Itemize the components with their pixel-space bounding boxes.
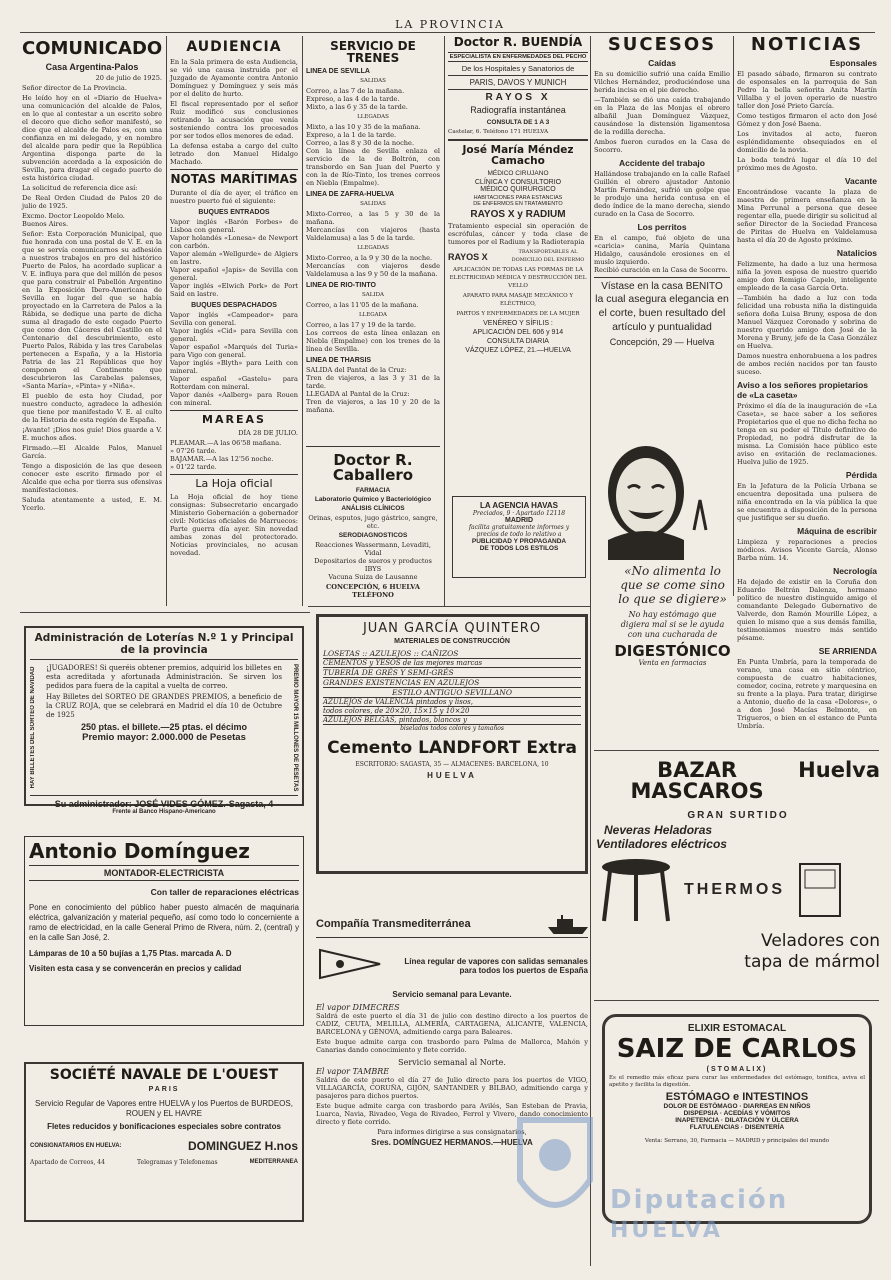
quintero-address: ESCRITORIO: SAGASTA, 35 — ALMACENES: BARCELONA, 10 bbox=[355, 761, 549, 768]
transmed-vapor: El vapor TAMBRE bbox=[316, 1067, 390, 1076]
noticias-paragraph: Como testigos firmaron el acto don José Gómez y don José Baena. bbox=[737, 112, 877, 128]
mendez-text: PARTOS Y ENFERMEDADES DE LA MUJER bbox=[456, 311, 580, 317]
dominguez-text: Pone en conocimiento del público haber puesto almacén de maquinaria eléctrica, galvanización y material pequeño, así como todo lo concerniente a ramo de electricidad, en la calle General Primo de Rivera, núm. 2, (central) y en la calle San José, 2. bbox=[29, 903, 299, 942]
loterias-admin: Su administrador: JOSÉ VIDES GÓMEZ.-Sagasta, 4 bbox=[30, 795, 298, 809]
caballero-analisis: ANÁLISIS CLÍNICOS bbox=[341, 505, 405, 512]
dominguez-ad bbox=[24, 836, 304, 1026]
digestonico-brand: DIGESTÓNICO bbox=[614, 642, 731, 660]
digestonico-venta: Venta en farmacias bbox=[638, 659, 707, 667]
noticias-subheading: Vacante bbox=[844, 176, 877, 186]
transmed-norte: Servicio semanal al Norte. bbox=[398, 1058, 506, 1067]
masthead: LA PROVINCIA bbox=[395, 18, 505, 31]
havas-ad bbox=[452, 496, 586, 578]
ouest-city: PARIS bbox=[148, 1086, 180, 1093]
transmed-title: Compañía Transmediterránea bbox=[316, 918, 471, 930]
buques-despachados-list: Vapor inglés «Campeador» para Sevilla con general. Vapor inglés «Cid» para Sevilla con general. Vapor español «Marqués del Turia» para Vigo con general. Vapor inglés «Blyth» para Leith con mineral. Vapor español «Gastelu» para Rotterdam con mineral. Vapor danés «Aalberg» para Rouen con mineral. bbox=[170, 311, 298, 407]
dominguez-sub: MONTADOR-ELECTRICISTA bbox=[29, 865, 299, 881]
dominguez-title: Antonio Domínguez bbox=[29, 839, 250, 863]
transmed-text: Saldrá de este puerto el día 27 de Julio directo para los puertos de VIGO, VILLAGARCÍA, CORUÑA, GIJÓN, SANTANDER y BILBAO, admitiendo carga y pasajeros para dichos puertos. bbox=[316, 1076, 588, 1100]
buendia-line: PARIS, DAVOS Y MUNICH bbox=[448, 75, 588, 90]
transmed-signature: Sres. DOMÍNGUEZ HERMANOS.—HUELVA bbox=[371, 1138, 533, 1147]
comunicado-paragraph: De Real Orden Ciudad de Palos 20 de julio de 1925. bbox=[22, 194, 162, 210]
comunicado-column bbox=[22, 40, 162, 606]
column-rule bbox=[302, 36, 303, 606]
ouest-fletes: Fletes reducidos y bonificaciones especiales sobre contratos bbox=[47, 1122, 281, 1131]
watermark-text: HUELVA bbox=[610, 1218, 723, 1243]
caballero-text: Reacciones Wassermann, Levaditi, Vidal Depositarios de sueros y productos IBYS Vacuna Suiza de Lausanne bbox=[314, 541, 432, 581]
llegadas-label: LLEGADA bbox=[358, 312, 388, 318]
mareas-times: PLEAMAR.—A las 06'58 mañana. » 07'26 tarde. BAJAMAR.—A las 12'56 noche. » 01'22 tarde. bbox=[170, 439, 282, 471]
quintero-line: GRANDES EXISTENCIAS EN AZULEJOS bbox=[323, 678, 581, 688]
mascaros-title: BAZAR MASCAROS bbox=[630, 758, 764, 803]
sucesos-paragraph: —También se dió una caída trabajando en la Plaza de las Monjas el obrero albañil Juan Domínguez Vázquez, causándose la distensión ligamentosa de la rodilla derecha. bbox=[594, 96, 730, 136]
salidas-label: SALIDAS bbox=[360, 78, 386, 84]
quintero-line: LOSETAS :: AZULEJOS :: CAÑIZOS bbox=[323, 649, 581, 659]
trenes-times: Correo, a las 17 y 19 de la tarde. Los correos de esta línea enlazan en Niebla (Empalme) con los trenes de la línea de Sevilla. bbox=[306, 321, 440, 353]
caballero-serodiagnosticos: SERODIAGNOSTICOS bbox=[338, 532, 408, 539]
crest-icon bbox=[510, 1110, 600, 1230]
trenes-column bbox=[306, 40, 440, 440]
top-rule bbox=[20, 32, 875, 33]
buendia-address: Castelar, 6. Teléfono 171 HUELVA bbox=[448, 128, 588, 141]
saiz-footer: Venta: Serrano, 30, Farmacia — MADRID y principales del mundo bbox=[644, 1138, 830, 1144]
archive-watermark bbox=[500, 1090, 870, 1250]
havas-title: LA AGENCIA HAVAS bbox=[480, 501, 558, 510]
trenes-heading: SERVICIO DE TRENES bbox=[330, 39, 416, 65]
havas-text: facilita gratuitamente informes y precios de todo lo relativo a bbox=[468, 524, 570, 538]
noticias-paragraph: En Punta Umbría, para la temporada de verano, una casa en sitio céntrico, compuesta de cuatro habitaciones, comedor, cocina, retrete y marquesina en su frente a la playa. Para tratar, dirigirse a Antonio, dueño de la casa «Dolores», o a don José Macías Belmonte, en Trigueros, o bien en el estanco de Punta Umbría. bbox=[737, 658, 877, 730]
transmed-levante: Servicio semanal para Levante. bbox=[392, 990, 512, 999]
mascaros-ad bbox=[596, 760, 880, 990]
sucesos-paragraph: Hallándose trabajando en la calle Rafael Guillén el obrero ajustador Antonio Martín Fernández, sufrió un golpe que le produjo una herida contusa en el dedo índice de la mano derecha, siendo curado en la Casa de Socorro. bbox=[594, 170, 730, 218]
audiencia-paragraph: El fiscal representado por el señor Ruiz modificó sus conclusiones retirando la acusación que venía sosteniendo contra los procesados por ser todos ellos menores de edad. bbox=[170, 100, 298, 140]
benito-title: Vístase en la casa BENITO bbox=[601, 281, 723, 292]
mendez-title: José María Méndez Camacho bbox=[462, 144, 574, 167]
column-rule bbox=[733, 36, 734, 596]
quintero-sub: MATERIALES DE CONSTRUCCIÓN bbox=[394, 638, 510, 645]
ouest-consignatarios: CONSIGNATARIOS EN HUELVA: bbox=[30, 1143, 122, 1149]
ouest-name: DOMINGUEZ H.nos bbox=[188, 1139, 298, 1153]
mendez-address: VÁZQUEZ LÓPEZ, 21.—HUELVA bbox=[465, 347, 571, 354]
comunicado-paragraph: Señor: Esta Corporación Municipal, que fue honrada con una postal de V. E. en la que se servía comunicarnos su adhesión a nuestros trabajos en pro del histórico Puerto de Palos, ha acordado suplicar a V. E. influya para que del millón de pesos que para construir el Pabellón Argentino en la Exposición Ibero-Americana de Sevilla en lugar del que se había proyectado en la Carretera de Palos a la Rábida, se dedique una parte de dicha suma al dragado de este cegado Puerto que como don Cáceres del Castillo en el Centenario del descubrimiento, este Puerto Palos, Rábida y las tres Carabelas pertenecen a España, y a la Historia Patria de las 21 Repúblicas que hoy componen el Continente que descubrieron las Carabelas palenses, «Santa María», «Pinta» y «Niña». bbox=[22, 230, 162, 390]
saiz-stomalix: (STOMALIX) bbox=[706, 1066, 768, 1073]
mendez-rayos: RAYOS X bbox=[448, 252, 488, 262]
loterias-address: Frente al Banco Hispano-Americano bbox=[112, 809, 216, 816]
loterias-title: Administración de Loterías N.º 1 y Principal de la provincia bbox=[30, 632, 298, 660]
havas-address: Preciados, 9 · Apartado 12118 bbox=[472, 510, 566, 517]
noticias-paragraph: Encontrándose vacante la plaza de maestra de primera enseñanza en la Mina Perrunal a persona que desee regentar ella, puede dirigir su solicitud al señor Director de la Sociedad Francesa de Piritas de Huelva en Valdelamusa hasta el día 20 de Agosto próximo. bbox=[737, 188, 877, 244]
mascaros-marmol: tapa de mármol bbox=[744, 952, 880, 972]
noticias-paragraph: Próximo el día de la inauguración de «La Caseta», se hace saber a los señores Propietarios que el que no dicha fecha no tenga en su poder el Título definitivo de Propiedad, no podrá disfrutar de la misma. La Comisión hace público este aviso en evitación de reclamaciones. Huelva julio de 1925. bbox=[737, 402, 877, 466]
sucesos-paragraph: En el campo, fué objeto de una «caricia» canina, María Quintana Hidalgo, causándole erosiones en el muslo izquierdo. Recibió curación en la Casa de Socorro. bbox=[594, 234, 730, 274]
noticias-paragraph: Felizmente, ha dado a luz una hermosa niña la joven esposa de nuestro querido amigo don Remigio Capelo, inteligente empleado de la casa García Orta. bbox=[737, 260, 877, 292]
transmed-text: Este buque admite carga con trasbordo para Palma de Mallorca, Mahón y Canarias dando conocimiento y flete corrido. bbox=[316, 1038, 588, 1054]
loterias-ad bbox=[24, 626, 304, 816]
noticias-subheading: Aviso a los señores propietarios de «La caseta» bbox=[737, 380, 869, 400]
section-rule bbox=[594, 750, 879, 751]
section-rule bbox=[308, 606, 590, 607]
icebox-illustration bbox=[795, 860, 845, 920]
sucesos-subheading: Los perritos bbox=[637, 222, 687, 232]
mascaros-line: Ventiladores eléctricos bbox=[596, 837, 727, 851]
noticias-subheading: Necrología bbox=[833, 566, 877, 576]
buendia-title: Doctor R. BUENDÍA bbox=[453, 35, 583, 49]
noticias-heading: NOTICIAS bbox=[750, 34, 864, 55]
noticias-subheading: Pérdida bbox=[845, 470, 877, 480]
comunicado-paragraph: ¡Avante! ¡Dios nos guíe! Dios guarde a V. E. muchos años. bbox=[22, 426, 162, 442]
buendia-line: Radiografía instantánea bbox=[470, 105, 566, 115]
ouest-mediterranea: MEDITERRANEA bbox=[249, 1159, 298, 1165]
column-rule bbox=[444, 36, 445, 606]
mendez-line: CLÍNICA Y CONSULTORIO MÉDICO QUIRÚRGICO bbox=[474, 179, 562, 193]
quintero-line: AZULEJOS de VALENCIA pintados y lisos, bbox=[323, 698, 581, 707]
buendia-consulta: CONSULTA DE 1 A 3 bbox=[486, 119, 550, 126]
loterias-vertical-left: HAY BILLETES DEL SORTEO DE NAVIDAD bbox=[30, 666, 36, 789]
caballero-title: Doctor R. Caballero bbox=[332, 451, 414, 484]
digestonico-text: No hay estómago que digiera mal si se le ayuda con una cucharada de bbox=[620, 610, 725, 639]
watermark-text: Diputación bbox=[610, 1185, 789, 1215]
mendez-line: CONSULTA DIARIA bbox=[487, 338, 549, 345]
mareas-date: DÍA 28 DE JULIO. bbox=[238, 429, 298, 437]
doctors-column bbox=[448, 36, 588, 496]
sucesos-paragraph: Ambos fueron curados en la Casa de Socorro. bbox=[594, 138, 730, 154]
noticias-subheading: SE ARRIENDA bbox=[818, 646, 877, 656]
ouest-ad bbox=[24, 1062, 304, 1222]
saiz-elixir: ELIXIR ESTOMACAL bbox=[687, 1023, 787, 1034]
transmed-text: Este buque admite carga con trasbordo para Avilés, San Esteban de Pravia, Luarca, Navia, Rivadeo, Vega de Rivadeo, Ferrol y Vivero, dando conocimiento directo y flete corrido. bbox=[316, 1102, 588, 1126]
quintero-city: HUELVA bbox=[427, 771, 477, 780]
comunicado-salutation: Señor director de La Provincia. bbox=[22, 84, 127, 92]
audiencia-heading: AUDIENCIA bbox=[186, 39, 282, 55]
digestonico-ad bbox=[594, 430, 731, 746]
salidas-label: SALIDA bbox=[362, 292, 384, 298]
comunicado-paragraph: Firmado.—El Alcalde Palos, Manuel García. bbox=[22, 444, 162, 460]
mareas-heading: MAREAS bbox=[202, 413, 266, 426]
trenes-times: Correo, a las 11'05 de la mañana. bbox=[306, 301, 419, 309]
caballero-text: Orinas, esputos, jugo gástrico, sangre, etc. bbox=[308, 514, 438, 530]
mascaros-sub: GRAN SURTIDO bbox=[687, 810, 789, 821]
buques-despachados-heading: BUQUES DESPACHADOS bbox=[191, 302, 277, 309]
trenes-times: Mixto, a las 10 y 35 de la mañana. Expreso, a la 1 de la tarde. Correo, a las 8 y 30 de la noche. Con la línea de Sevilla enlaza el servicio de la de Boltrón, con transbordo en San Juan del Puerto y con la de Río-Tinto, los trenes correos en Niebla (Empalme). bbox=[306, 123, 440, 187]
trenes-times: SALIDA del Pantal de la Cruz: Tren de viajeros, a las 3 y 31 de la tarde. LLEGADA al Pantal de la Cruz: Tren de viajeros, a las 10 y 20 de la mañana. bbox=[306, 366, 440, 414]
saiz-text: Es el remedio más eficaz para curar las enfermedades del estómago, tonifica, aviva el apetito y facilita la digestión. bbox=[609, 1075, 865, 1088]
hoja-oficial-heading: La Hoja oficial bbox=[195, 477, 273, 490]
quintero-line: AZULEJOS BELGAS, pintados, blancos y bbox=[323, 716, 581, 725]
quintero-line: todos colores, de 20×20, 15×15 y 10×20 bbox=[323, 707, 581, 716]
mascaros-thermos: THERMOS bbox=[684, 881, 785, 898]
quintero-line: TUBERÍA DE GRÉS Y SEMI-GRÉS bbox=[323, 668, 581, 678]
mendez-text: APARATO PARA MASAJE MECÁNICO Y ELÉCTRICO, bbox=[462, 293, 574, 307]
saiz-line: DOLOR DE ESTÓMAGO · DIARREAS EN NIÑOS bbox=[663, 1103, 811, 1110]
sucesos-paragraph: En su domicilio sufrió una caída Emilio Vilches Hernández, produciéndose una herida incisa en el pie derecho. bbox=[594, 70, 730, 94]
buques-entrados-list: Vapor inglés «Barón Forbes» de Lisboa con general. Vapor holandés «Lonesa» de Newport con carbón. Vapor alemán «Wellgurde» de Algiers en lastre. Vapor español «Japis» de Sevilla con general. Vapor inglés «Elwich Pork» de Port Said en lastre. bbox=[170, 218, 298, 298]
audiencia-paragraph: En la Sala primera de esta Audiencia, se vió una causa instruida por el Juzgado de Ayamonte contra Antonio Domínguez y Domínguez y seis más por el delito de hurto. bbox=[170, 58, 298, 98]
noticias-paragraph: Limpieza y reparaciones a precios módicos. Avisos Vicente García, Alonso Barba núm. 14. bbox=[737, 538, 877, 562]
comunicado-date: 20 de julio de 1925. bbox=[95, 74, 162, 82]
loterias-text: Hay Billetes del SORTEO DE GRANDES PREMIOS, a beneficio de la CRUZ ROJA, que se celebrará en Madrid el día 10 de Octubre de 1925 bbox=[46, 693, 282, 719]
noticias-paragraph: Ha dejado de existir en la Coruña don Eduardo Beltrán Dalenza, hermano político de nuestro distinguido amigo el comandante Delegado Gubernativo de Valverde, don Ramón Mourille López, a quien lo mismo que a sus demás familia, testimoniamos nuestro más sentido pésame. bbox=[737, 578, 877, 642]
comunicado-paragraph: Excmo. Doctor Leopoldo Melo. Buenos Aires. bbox=[22, 212, 125, 228]
havas-publicidad: PUBLICIDAD Y PROPAGANDA bbox=[471, 538, 567, 545]
saiz-estomago: ESTÓMAGO e INTESTINOS bbox=[665, 1091, 809, 1103]
noticias-column bbox=[737, 34, 877, 730]
trenes-times: Mixto-Correo, a las 5 y 30 de la mañana. Mercancías con viajeros (hasta Valdelamusa) a las 5 de la tarde. bbox=[306, 210, 440, 242]
audiencia-paragraph: La defensa estaba a cargo del culto letrado don Manuel Hidalgo Machado. bbox=[170, 142, 298, 166]
trenes-times: Mixto-Correo, a la 9 y 30 de la noche. Mercancías con viajeros desde Valdelamusa a las 9 y 50 de la mañana. bbox=[306, 254, 440, 278]
notas-paragraph: Durante el día de ayer, el tráfico en nuestro puerto fué el siguiente: bbox=[170, 189, 298, 205]
section-rule bbox=[594, 1000, 879, 1001]
quintero-cemento: Cemento LANDFORT Extra bbox=[327, 738, 577, 758]
sucesos-subheading: Caídas bbox=[648, 58, 676, 68]
notas-maritimas-heading: NOTAS MARÍTIMAS bbox=[170, 172, 298, 186]
saiz-line: DISPEPSIA · ACEDÍAS Y VÓMITOS bbox=[683, 1110, 791, 1117]
sucesos-subheading: Accidente del trabajo bbox=[619, 158, 705, 168]
buendia-rayos: RAYOS X bbox=[485, 92, 551, 103]
saiz-line: INAPETENCIA · DILATACIÓN Y ÚLCERA bbox=[675, 1117, 799, 1124]
loterias-vertical-right: PREMIO MAYOR 15 MILLONES DE PESETAS bbox=[292, 664, 298, 792]
llegadas-label: LLEGADAS bbox=[357, 245, 389, 251]
sucesos-column bbox=[594, 36, 730, 456]
havas-city: MADRID bbox=[505, 517, 533, 524]
caballero-ad bbox=[306, 446, 440, 599]
mendez-rayos-radium: RAYOS X y RADIUM bbox=[470, 209, 566, 220]
quintero-line: biselados todos colores y tamaños bbox=[400, 725, 504, 732]
ouest-telegramas: Telegramas y Telefonemas bbox=[137, 1159, 218, 1166]
noticias-subheading: Natalicios bbox=[836, 248, 877, 258]
column-rule bbox=[166, 36, 167, 606]
buendia-line: De los Hospitales y Sanatorios de bbox=[461, 64, 575, 73]
transmed-vapor: El vapor DIMECRES bbox=[316, 1003, 400, 1012]
comunicado-heading: COMUNICADO bbox=[22, 38, 163, 59]
linea-tharsis: LINEA DE THARSIS bbox=[306, 357, 372, 364]
mascaros-line: Neveras Heladoras bbox=[604, 823, 713, 837]
smiling-man-illustration bbox=[594, 430, 731, 560]
mendez-text: Tratamiento especial sin operación de escrófulas, cáncer y toda clase de tumores por el Radium y la Radioterapia bbox=[448, 222, 588, 246]
havas-estilos: DE TODOS LOS ESTILOS bbox=[479, 545, 559, 552]
linea-sevilla: LINEA DE SEVILLA bbox=[306, 68, 370, 75]
llegadas-label: LLEGADAS bbox=[357, 114, 389, 120]
noticias-subheading: Esponsales bbox=[829, 58, 877, 68]
column-rule bbox=[590, 36, 591, 1266]
mendez-text: TRANSPORTABLES AL DOMICILIO DEL ENFERMO bbox=[511, 249, 585, 263]
dominguez-lamparas: Lámparas de 10 a 50 bujías a 1,75 Ptas. marcada A. D bbox=[29, 949, 232, 958]
mendez-line: APLICACIÓN DEL 606 y 914 bbox=[472, 329, 564, 336]
mendez-line: HABITACIONES PARA ESTANCIAS DE ENFERMOS EN TRATAMIENTO bbox=[473, 195, 563, 207]
buques-entrados-heading: BUQUES ENTRADOS bbox=[198, 209, 270, 216]
linea-zafra: LINEA DE ZAFRA-HUELVA bbox=[306, 191, 395, 198]
flag-icon bbox=[316, 946, 386, 986]
transmed-puertos: para todos los puertos de España bbox=[459, 966, 588, 975]
loterias-prices: 250 ptas. el billete.—25 ptas. el décimo bbox=[80, 722, 248, 732]
ouest-text: Servicio Regular de Vapores entre HUELVA y los Puertos de BURDEOS, ROUEN y EL HAVRE bbox=[35, 1099, 293, 1118]
caballero-laboratorio: Laboratorio Químico y Bacteriológico bbox=[314, 496, 432, 503]
mendez-line: MÉDICO CIRUJANO bbox=[487, 170, 549, 177]
stool-illustration bbox=[596, 855, 676, 925]
loterias-premio: Premio mayor: 2.000.000 de Pesetas bbox=[82, 732, 246, 743]
quintero-ad bbox=[316, 614, 588, 874]
loterias-text: ¡JUGADORES! Si queréis obtener premios, adquirid los billetes en esta acreditada y afortunada Administración. Se sirven los pedidos para fuera de la capital a vuelta de correo. bbox=[46, 664, 282, 690]
comunicado-paragraph: La solicitud de referencia dice así: bbox=[22, 184, 138, 192]
section-rule bbox=[20, 612, 310, 613]
mascaros-city: Huelva bbox=[798, 758, 880, 782]
transmed-text: Para informes dirigirse a sus consignatarios, bbox=[377, 1128, 527, 1136]
ship-icon bbox=[548, 914, 588, 934]
benito-text: la cual asegura elegancia en el corte, buen resultado del artículo y puntualidad bbox=[595, 293, 729, 333]
mascaros-veladores: Veladores con bbox=[761, 931, 880, 951]
transmed-text: Saldrá de este puerto el día 31 de julio con destino directo a los puertos de CADIZ, CEUTA, MELILLA, ALMERÍA, CARTAGENA, ALICANTE, VALENCIA, BARCELONA y GÉNOVA, admitiendo carga para Baleares. bbox=[316, 1012, 588, 1036]
hoja-oficial-paragraph: La Hoja oficial de hoy tiene consignas: Subsecretario encargado Ministerio Gobernación a gobernador civil: Noticias oficiales de Marruecos: Parte guerra día ayer. Sin novedad ambas zonas del protectorado. Noticias provinciales, no acusan novedad. bbox=[170, 493, 298, 557]
buendia-line: ESPECIALISTA EN ENFERMEDADES DEL PECHO bbox=[449, 54, 587, 60]
trenes-times: Correo, a las 7 de la mañana. Expreso, a las 4 de la tarde. Mixto, a las 6 y 35 de la tarde. bbox=[306, 87, 408, 111]
salidas-label: SALIDAS bbox=[360, 201, 386, 207]
sucesos-heading: SUCESOS bbox=[607, 34, 717, 55]
ouest-address: Apartado de Correos, 44 bbox=[30, 1159, 105, 1166]
comunicado-paragraph: Tengo a disposición de las que deseen conocer este escrito firmado por el Alcalde que echa por tierra sus ofensivas manifestaciones. bbox=[22, 462, 162, 494]
noticias-paragraph: Los invitados al acto, fueron espléndidamente obsequiados en el domicilio de la novia. bbox=[737, 130, 877, 154]
caballero-address: CONCEPCIÓN, 6 HUELVA TELÉFONO bbox=[326, 583, 420, 599]
comunicado-paragraph: He leído hoy en el «Diario de Huelva» una comunicación del alcalde de Palos, en lo que al contestar a un escrito sobre el decoro que dicho señor manifestó, se dice que el alcalde de Palos es, con una confianza en mi delegado, y en nombre del alcalde para pedir que la República Argentina disponga parte de la subvención acordada a la exposición de Sevilla, para dragar el cegado puerto de esta histórica ciudad. bbox=[22, 94, 162, 182]
digestonico-quote: «No alimenta lo que se come sino lo que se digiere» bbox=[618, 564, 727, 606]
comunicado-signature: Saluda atentamente a usted, E. M. Ycerlo. bbox=[22, 496, 162, 512]
mendez-text: APLICACIÓN DE TODAS LAS FORMAS DE LA ELECTRICIDAD MÉDICA Y DESTRUCCIÓN DEL VELLO bbox=[449, 267, 587, 289]
noticias-paragraph: Damos nuestra enhorabuena a los padres de ambos recién nacidos por tan fausto suceso. bbox=[737, 352, 877, 376]
comunicado-paragraph: El pueblo de esta hoy Ciudad, por nuestro conducto, agradece la adhesión que tiene por manifestado V. E. al culto de la Historia de esta región de España. bbox=[22, 392, 162, 424]
mendez-line: VENÉREO Y SÍFILIS : bbox=[483, 320, 553, 327]
quintero-line: CEMENTOS y YESOS de las mejores marcas bbox=[323, 659, 581, 668]
caballero-farmacia: FARMACIA bbox=[355, 487, 391, 494]
audiencia-column bbox=[170, 40, 298, 606]
benito-address: Concepción, 29 — Huelva bbox=[609, 337, 715, 347]
saiz-brand: SAIZ DE CARLOS bbox=[616, 1034, 858, 1064]
dominguez-taller: Con taller de reparaciones eléctricas bbox=[150, 887, 299, 897]
comunicado-subheading: Casa Argentina-Palos bbox=[45, 62, 139, 72]
noticias-paragraph: En la Jefatura de la Policía Urbana se encuentra depositada una pulsera de niña encontrada en la vía pública la que se encuentra a disposición de la persona que justifique ser su dueño. bbox=[737, 482, 877, 522]
linea-riotinto: LINEA DE RIO-TINTO bbox=[306, 282, 376, 289]
saiz-line: FLATULENCIAS · DISENTERÍA bbox=[689, 1124, 785, 1131]
ouest-title: SOCIÉTÉ NAVALE DE L'OUEST bbox=[49, 1067, 279, 1083]
noticias-paragraph: —También ha dado a luz con toda felicidad una robusta niña la distinguida señora doña Luisa Bruny, esposa de don Manuel Vázquez Coronado y sobrina de nuestro querido amigo don José de la Morena y Bruny, jefe de la Casa González en Huelva. bbox=[737, 294, 877, 350]
transmed-linea: Línea regular de vapores con salidas semanales bbox=[404, 957, 588, 966]
noticias-paragraph: El pasado sábado, firmaron su contrato de esponsales en la parroquia de San Pedro la bella señorita Anita Martín Villalba y el joven operario de nuestro taller don José Prieto García. bbox=[737, 70, 877, 110]
noticias-subheading: Máquina de escribir bbox=[797, 526, 877, 536]
quintero-line: ESTILO ANTIGUO SEVILLANO bbox=[323, 688, 581, 698]
dominguez-visiten: Visiten esta casa y se convencerán en precios y calidad bbox=[29, 964, 242, 973]
noticias-paragraph: La boda tendrá lugar el día 10 del próximo mes de Agosto. bbox=[737, 156, 877, 172]
quintero-title: JUAN GARCÍA QUINTERO bbox=[362, 621, 542, 636]
